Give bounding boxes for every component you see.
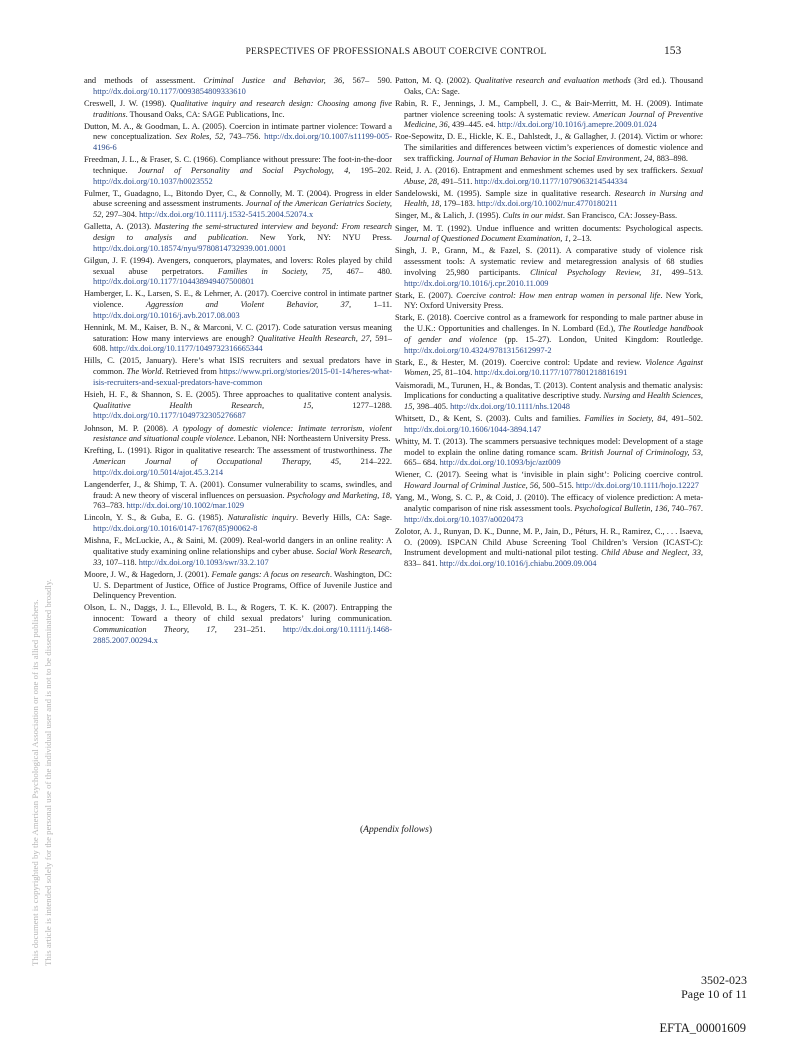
reference-entry [395, 313, 703, 356]
reference-entry [84, 289, 392, 321]
reference-entry [84, 390, 392, 422]
reference-entry [395, 99, 703, 131]
reference-pages: . New York, NY: Oxford University Press. [404, 290, 703, 311]
reference-entry [395, 211, 703, 222]
reference-entry [84, 513, 392, 535]
reference-doi-link[interactable]: http://dx.doi.org/10.1606/1044-3894.147 [404, 424, 542, 434]
reference-doi-link[interactable]: http://dx.doi.org/10.1177/1049732305276687 [93, 411, 246, 421]
reference-source: Criminal Justice and Behavior, 36, [203, 76, 345, 85]
reference-doi-link[interactable]: http://dx.doi.org/10.1177/1079063214544334 [474, 176, 628, 186]
reference-source: The American Journal of Occupational Therapy, 45, [93, 446, 392, 467]
reference-source: Journal of the American Geriatrics Society, 52, [93, 199, 392, 220]
reference-entry [84, 480, 392, 512]
reference-pages: 591– 608. [93, 333, 392, 354]
references-left-column [84, 76, 392, 648]
reference-pages: 398–405. [414, 402, 451, 412]
reference-doi-link[interactable]: http://dx.doi.org/10.1002/mar.1029 [126, 501, 245, 511]
reference-entry [84, 222, 392, 254]
reference-source: Naturalistic inquiry [227, 513, 296, 523]
reference-entry [395, 358, 703, 380]
reference-source: Families in Society, 84, [584, 414, 668, 424]
reference-text: Whitsett, D., & Kent, S. (2003). Cults and families. [395, 414, 585, 424]
reference-source: Qualitative Health Research, 15, [93, 400, 314, 410]
reference-source: Qualitative Health Research, 27, [257, 333, 372, 343]
reference-pages: 833– 841. [404, 559, 440, 568]
reference-text: Moore, J. W., & Hagedorn, J. (2001). [84, 569, 212, 579]
reference-doi-link[interactable]: http://dx.doi.org/10.1177/104438949407500801 [93, 277, 255, 287]
reference-source: The World [126, 367, 162, 377]
reference-pages: 665– 684. [404, 458, 440, 468]
reference-pages: 439–445. e4. [449, 120, 498, 130]
reference-source: Communication Theory, 17, [93, 624, 217, 634]
reference-source: The Routledge handbook of gender and violence [404, 324, 703, 344]
reference-pages: 491–511. [439, 176, 475, 186]
reference-text: Rabin, R. F., Jennings, J. M., Campbell, J. C., & Bair-Merritt, M. H. (2009). Intimate partner violence screening tools: A systematic review. [395, 98, 703, 119]
reference-doi-link[interactable]: http://dx.doi.org/10.1177/1077801218816191 [474, 368, 628, 378]
reference-pages: 740–767. [669, 503, 704, 513]
reference-entry [395, 470, 703, 492]
reference-text: Olson, L. N., Daggs, J. L., Ellevold, B. L., & Rogers, T. K. K. (2007). Entrapping the innocent: Toward a theory of child sexual predators’ luring communication. [84, 603, 392, 624]
copyright-notice-line2: This article is intended solely for the personal use of the individual user and is not to be disseminated broadly. [43, 579, 53, 966]
reference-source: Sex Roles, 52, [175, 132, 226, 142]
reference-source: Journal of Human Behavior in the Social Environment, 24, [456, 153, 655, 163]
reference-text: Mishna, F., McLuckie, A., & Saini, M. (2009). Real-world dangers in an online reality: A qualitative study examining online relationships and cyber abuse. [84, 536, 392, 556]
reference-source: Research in Nursing and Health, 18, [404, 188, 703, 209]
appendix-note-text: Appendix follows [363, 825, 429, 835]
reference-pages: 214–222. [341, 457, 393, 467]
reference-source: Mastering the semi-structured interview and beyond: From research design to analysis and publication [93, 222, 392, 242]
reference-pages: 883–898. [654, 153, 689, 163]
reference-source: Journal of Personality and Social Psychology, 4, [137, 165, 351, 175]
reference-source: Cults in our midst [502, 211, 563, 221]
reference-entry [84, 256, 392, 288]
reference-pages: . New York, NY: NYU Press. [246, 232, 393, 242]
reference-source: Violence Against Women, 25, [404, 357, 703, 378]
reference-entry [395, 76, 703, 98]
reference-text: Whitty, M. T. (2013). The scammers persuasive techniques model: Development of a stage model to explain the online dating romance scam. [395, 436, 703, 457]
reference-doi-link[interactable]: http://dx.doi.org/10.1016/0147-1767(85)90062-8 [93, 524, 258, 534]
reference-text: Stark, E., & Hester, M. (2019). Coercive control: Update and review. [395, 357, 646, 367]
reference-pages: . Washington, DC: U. S. Department of Justice, Office of Justice Programs, Office of Juvenile Justice and Delinquency Prevention. [93, 569, 392, 601]
efta-stamp: EFTA_00001609 [659, 1021, 746, 1035]
reference-pages: . Lebanon, NH: Northeastern University Press. [233, 434, 391, 444]
reference-pages: 467– 480. [332, 266, 392, 276]
reference-text: Creswell, J. W. (1998). [84, 98, 171, 108]
reference-text: Freedman, J. L., & Fraser, S. C. (1966). Compliance without pressure: The foot-in-the-door technique. [84, 155, 392, 175]
reference-text: Singer, M. T. (1992). Undue influence and written documents: Psychological aspects. [395, 223, 703, 233]
reference-entry [84, 189, 392, 221]
reference-doi-link[interactable]: http://dx.doi.org/10.1111/j.1468-2885.2007.00294.x [93, 624, 392, 645]
reference-entry [395, 132, 703, 164]
reference-entry [84, 76, 392, 98]
reference-pages: 297–304. [103, 210, 140, 220]
reference-doi-link[interactable]: http://dx.doi.org/10.1093/swr/33.2.107 [138, 557, 269, 567]
reference-entry [395, 189, 703, 211]
reference-entry [395, 166, 703, 188]
reference-entry [395, 381, 703, 413]
reference-text: Reid, J. A. (2016). Entrapment and enmeshment schemes used by sex traffickers. [395, 165, 681, 175]
reference-text: Stark, E. (2007). [395, 290, 457, 300]
reference-entry [84, 570, 392, 602]
reference-source: Qualitative research and evaluation methods [474, 76, 631, 85]
reference-source: Social Work Research, 33, [93, 546, 393, 567]
reference-pages: 1–11. [351, 300, 392, 310]
reference-doi-link[interactable]: http://dx.doi.org/10.1093/bjc/azt009 [439, 458, 561, 468]
reference-entry [395, 527, 703, 570]
reference-doi-link[interactable]: http://dx.doi.org/10.18574/nyu/9780814732939.001.0001 [93, 243, 287, 253]
reference-doi-link[interactable]: http://dx.doi.org/10.1111/nhs.12048 [450, 402, 570, 412]
reference-doi-link[interactable]: http://dx.doi.org/10.1016/j.avb.2017.08.003 [93, 310, 240, 320]
reference-source: Psychology and Marketing, 18, [286, 490, 392, 500]
reference-pages: 567– 590. [344, 76, 393, 85]
reference-source: Qualitative inquiry and research design: Choosing among five traditions [93, 98, 392, 119]
reference-entry [395, 224, 703, 246]
reference-source: A typology of domestic violence: Intimate terrorism, violent resistance and situational couple violence [93, 423, 392, 444]
page-of: Page 10 of 11 [681, 986, 747, 1001]
reference-source: Child Abuse and Neglect, 33, [601, 548, 703, 558]
reference-source: Psychological Bulletin, 136, [574, 503, 670, 513]
reference-doi-link[interactable]: http://dx.doi.org/10.1037/a0020473 [404, 514, 524, 524]
reference-doi-link[interactable]: http://dx.doi.org/10.1037/h0023552 [93, 176, 213, 186]
reference-entry [395, 291, 703, 313]
reference-entry [84, 155, 392, 187]
reference-pages: 500–515. [540, 481, 576, 491]
reference-pages: . Retrieved from [161, 367, 220, 377]
reference-text: Zolotor, A. J., Runyan, D. K., Dunne, M. P., Jain, D., Péturs, H. R., Ramirez, C., . . . Isaeva, O. (2009). ISPCAN Child Abuse Screening Tool Children’s Version (ICAST-C): Instrument development and multi-national pilot testing. [395, 526, 703, 558]
reference-text: Gilgun, J. F. (1994). Avengers, conquerors, playmates, and lovers: Roles played by child sexual abuse perpetrators. [84, 255, 392, 276]
reference-doi-link[interactable]: http://dx.doi.org/10.1002/nur.4770180211 [477, 199, 618, 209]
reference-doi-link[interactable]: http://dx.doi.org/10.1111/hojo.12227 [575, 481, 699, 491]
page-number: 153 [664, 45, 682, 57]
running-title: PERSPECTIVES OF PROFESSIONALS ABOUT COERCIVE CONTROL [245, 47, 547, 57]
reference-entry [395, 246, 703, 289]
reference-text: Sandelowski, M. (1995). Sample size in qualitative research. [395, 188, 615, 198]
reference-entry [395, 437, 703, 469]
reference-pages: 107–118. [103, 557, 139, 567]
reference-text: Hills, C. (2015, January). Here’s what ISIS recruiters and sexual predators have in common. [84, 356, 392, 377]
reference-pages: 491–502. [667, 414, 704, 424]
reference-entry [84, 122, 392, 154]
reference-text: Yang, M., Wong, S. C. P., & Coid, J. (2010). The efficacy of violence prediction: A meta-analytic comparison of nine risk assessment tools. [395, 493, 703, 513]
reference-source: Aggression and Violent Behavior, 37, [145, 300, 352, 310]
appendix-note: (Appendix follows) [359, 825, 433, 835]
copyright-notice-line1: This document is copyrighted by the American Psychological Association or one of its allied publishers. [30, 599, 40, 966]
reference-text: Singh, J. P., Grann, M., & Fazel, S. (2011). A comparative study of violence risk assessment tools: A systematic review and metaregression analysis of 68 studies involving 25,980 participants. [395, 246, 703, 277]
reference-source: Clinical Psychology Review, 31, [530, 267, 662, 277]
reference-pages: (3rd ed.). Thousand Oaks, CA: Sage. [404, 76, 703, 96]
reference-source: Female gangs: A focus on research [211, 569, 330, 579]
reference-doi-link[interactable]: http://dx.doi.org/10.1016/j.chiabu.2009.09.004 [439, 559, 597, 568]
reference-text: Hamberger, L. K., Larsen, S. E., & Lehrner, A. (2017). Coercive control in intimate partner violence. [84, 289, 392, 310]
footer-doc-code [681, 974, 747, 1001]
reference-doi-link[interactable]: https://www.pri.org/stories/2015-01-14/heres-what-isis-recruiters-and-sexual-predators-have-common [93, 367, 392, 387]
reference-entry [84, 424, 392, 446]
reference-text: Dutton, M. A., & Goodman, L. A. (2005). Coercion in intimate partner violence: Toward a new conceptualization. [84, 121, 392, 142]
reference-pages: . San Francisco, CA: Jossey-Bass. [562, 211, 678, 221]
reference-doi-link[interactable]: http://dx.doi.org/10.1007/s11199-005-4196-6 [93, 132, 393, 153]
reference-doi-link[interactable]: http://dx.doi.org/10.1177/1049732316665344 [109, 344, 263, 354]
reference-pages: 2–13. [570, 234, 592, 244]
reference-pages: 231–251. [216, 624, 283, 634]
reference-pages: 743–756. [225, 132, 265, 142]
reference-doi-link[interactable]: http://dx.doi.org/10.4324/9781315612997-2 [404, 345, 552, 355]
reference-text: Hsieh, H. F., & Shannon, S. E. (2005). Three approaches to qualitative content analysis. [84, 389, 392, 399]
reference-entry [84, 603, 392, 646]
reference-source: Families in Society, 75, [217, 266, 333, 276]
reference-entry [395, 414, 703, 436]
reference-entry [395, 493, 703, 525]
reference-entry [84, 99, 392, 121]
reference-text: Patton, M. Q. (2002). [395, 76, 475, 85]
reference-doi-link[interactable]: http://dx.doi.org/10.1177/0093854809333610 [93, 86, 246, 96]
reference-pages: 195–202. [350, 165, 392, 175]
reference-text: Krefting, L. (1991). Rigor in qualitative research: The assessment of trustworthiness. [84, 446, 380, 456]
reference-text: Roe-Sepowitz, D. E., Hickle, K. E., Dahlstedt, J., & Gallagher, J. (2014). Victim or whore: The similarities and differences between victim’s experiences of domestic violence and sex trafficking. [395, 132, 703, 163]
reference-text: Stark, E. (2018). Coercive control as a framework for responding to male partner abuse in the U.K.: Opportunities and challenges. In N. Lombard (Ed.), [395, 313, 703, 334]
reference-entry [84, 536, 392, 568]
reference-source: Coercive control: How men entrap women in personal life [456, 290, 661, 300]
reference-text: Galletta, A. (2013). [84, 222, 155, 232]
reference-doi-link[interactable]: http://dx.doi.org/10.1016/j.amepre.2009.01.024 [497, 120, 657, 130]
reference-pages: 499–513. [661, 267, 703, 277]
reference-entry [84, 446, 392, 478]
reference-text: Wiener, C. (2017). Seeing what is ‘invisible in plain sight’: Policing coercive control. [395, 470, 703, 480]
reference-pages: 763–783. [93, 501, 127, 511]
reference-text: Fulmer, T., Guadagno, L., Bitondo Dyer, C., & Connolly, M. T. (2004). Progress in elder abuse screening and assessment instruments. [84, 188, 392, 209]
doc-code: 3502-023 [701, 973, 747, 987]
reference-pages: . Beverly Hills, CA: Sage. [296, 513, 392, 523]
reference-pages: 1277–1288. [313, 400, 393, 410]
reference-text: Singer, M., & Lalich, J. (1995). [395, 211, 503, 221]
reference-text: Langenderfer, J., & Shimp, T. A. (2001). Consumer vulnerability to scams, swindles, and fraud: A new theory of visceral influences on persuasion. [84, 479, 392, 500]
reference-pages: . Thousand Oaks, CA: SAGE Publications, Inc. [125, 109, 285, 119]
reference-entry [84, 356, 392, 388]
reference-source: British Journal of Criminology, 53, [580, 447, 703, 457]
reference-pages: 179–183. [441, 199, 478, 209]
references-right-column [395, 76, 703, 571]
reference-pages: (pp. 15–27). London, United Kingdom: Routledge. [496, 334, 703, 344]
reference-source: Howard Journal of Criminal Justice, 56, [404, 481, 541, 491]
reference-entry [84, 323, 392, 355]
reference-source: American Journal of Preventive Medicine, 36, [404, 109, 703, 130]
reference-text: Vaismoradi, M., Turunen, H., & Bondas, T. (2013). Content analysis and thematic analysis: Implications for conducting a qualitative descriptive study. [395, 380, 703, 401]
reference-text: Hennink, M. M., Kaiser, B. N., & Marconi, V. C. (2017). Code saturation versus meaning saturation: How many interviews are enough? [84, 322, 392, 343]
reference-pages: 81–104. [443, 368, 475, 378]
reference-source: Journal of Questioned Document Examination, 1, [404, 234, 571, 244]
reference-doi-link[interactable]: http://dx.doi.org/10.1111/j.1532-5415.2004.52074.x [139, 210, 314, 220]
reference-source: Nursing and Health Sciences, 15, [404, 391, 703, 412]
reference-source: Sexual Abuse, 28, [404, 165, 703, 186]
reference-doi-link[interactable]: http://dx.doi.org/10.1016/j.cpr.2010.11.009 [404, 278, 549, 288]
reference-text: Lincoln, Y. S., & Guba, E. G. (1985). [84, 513, 228, 523]
reference-doi-link[interactable]: http://dx.doi.org/10.5014/ajot.45.3.214 [93, 467, 224, 477]
reference-text: and methods of assessment. [84, 76, 204, 85]
reference-text: Johnson, M. P. (2008). [84, 423, 173, 433]
